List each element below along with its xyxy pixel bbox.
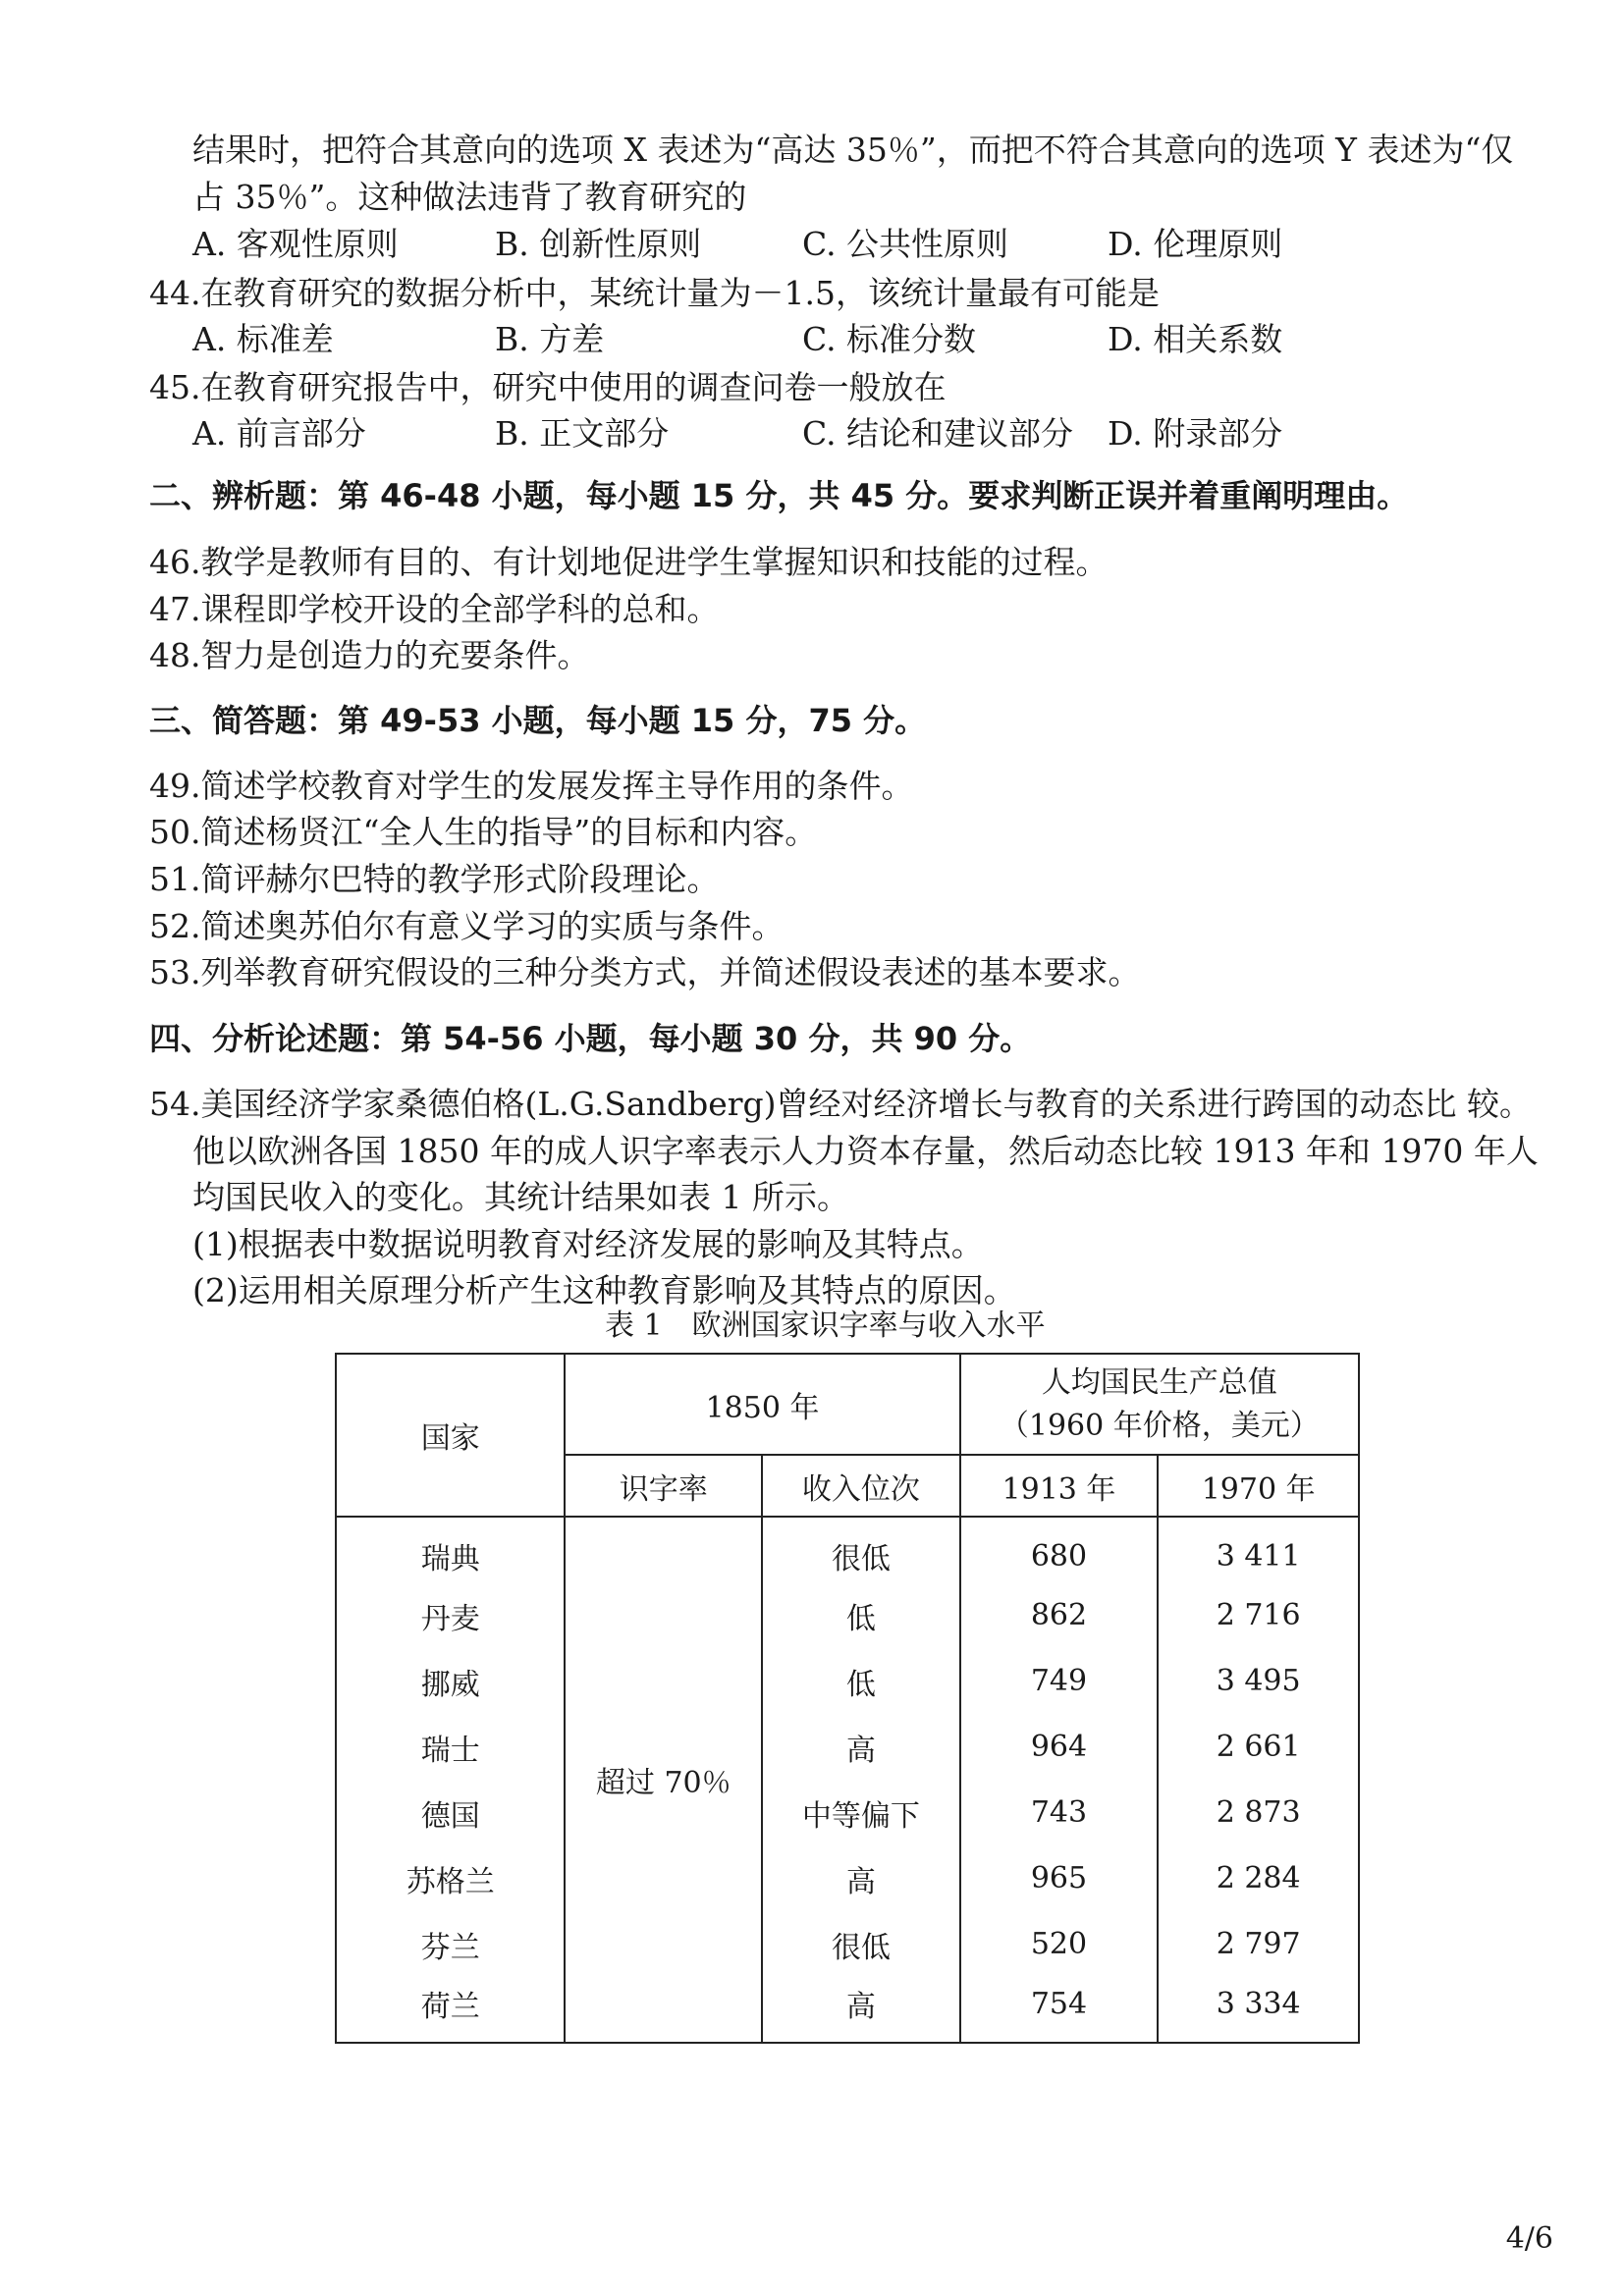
cell-country: 苏格兰 [336, 1845, 565, 1911]
section3-heading: 三、简答题：第 49-53 小题，每小题 15 分，75 分。 [149, 702, 927, 739]
table-body [336, 1517, 1359, 2043]
q54-line1: 54.美国经济学家桑德伯格(L.G.Sandberg)曾经对经济增长与教育的关系进行跨国的动态比 较。 [149, 1085, 1533, 1123]
table-row [336, 1714, 1359, 1780]
cell-gnp-1913: 749 [960, 1648, 1159, 1714]
q44-option-b: B. 方差 [495, 320, 605, 358]
page-number: 4/6 [1505, 2221, 1553, 2256]
q44-stem: 44.在教育研究的数据分析中，某统计量为－1.5，该统计量最有可能是 [149, 274, 1160, 312]
cell-gnp-1913: 754 [960, 1977, 1159, 2043]
cell-country: 芬兰 [336, 1911, 565, 1977]
q44-option-c: C. 标准分数 [802, 320, 977, 358]
q52: 52.简述奥苏伯尔有意义学习的实质与条件。 [149, 907, 785, 945]
cell-income-rank: 中等偏下 [762, 1780, 960, 1845]
q51: 51.简评赫尔巴特的教学形式阶段理论。 [149, 860, 720, 898]
cell-gnp-1913: 862 [960, 1582, 1159, 1648]
cell-income-rank: 高 [762, 1845, 960, 1911]
cell-gnp-1913: 520 [960, 1911, 1159, 1977]
table-caption: 表 1 欧洲国家识字率与收入水平 [605, 1308, 1046, 1343]
cell-gnp-1913: 680 [960, 1517, 1159, 1582]
q45-option-b: B. 正文部分 [495, 414, 670, 453]
cell-gnp-1970: 3 411 [1158, 1517, 1359, 1582]
q44-option-d: D. 相关系数 [1108, 320, 1283, 358]
cell-gnp-1970: 2 661 [1158, 1714, 1359, 1780]
header-1850: 1850 年 [565, 1354, 959, 1455]
cell-income-rank: 高 [762, 1714, 960, 1780]
table-row [336, 1517, 1359, 1582]
cell-country: 丹麦 [336, 1582, 565, 1648]
header-gnp-line2: （1960 年价格，美元） [999, 1408, 1320, 1443]
q45-option-a: A. 前言部分 [192, 414, 366, 453]
cell-country: 瑞士 [336, 1714, 565, 1780]
header-country: 国家 [336, 1354, 565, 1517]
section2-heading: 二、辨析题：第 46-48 小题，每小题 15 分，共 45 分。要求判断正误并着重阐明理由。 [149, 477, 1409, 514]
header-1913: 1913 年 [960, 1455, 1159, 1517]
cell-income-rank: 很低 [762, 1911, 960, 1977]
table-row [336, 1977, 1359, 2043]
section4-heading: 四、分析论述题：第 54-56 小题，每小题 30 分，共 90 分。 [149, 1020, 1032, 1057]
cell-gnp-1970: 3 495 [1158, 1648, 1359, 1714]
q46: 46.教学是教师有目的、有计划地促进学生掌握知识和技能的过程。 [149, 543, 1109, 581]
header-literacy: 识字率 [565, 1455, 762, 1517]
q43-option-a: A. 客观性原则 [192, 225, 399, 263]
q45-stem: 45.在教育研究报告中，研究中使用的调查问卷一般放在 [149, 368, 947, 406]
q45-option-d: D. 附录部分 [1108, 414, 1283, 453]
cell-country: 德国 [336, 1780, 565, 1845]
q54-line3: 均国民收入的变化。其统计结果如表 1 所示。 [192, 1178, 849, 1216]
q43-option-c: C. 公共性原则 [802, 225, 1009, 263]
q48: 48.智力是创造力的充要条件。 [149, 636, 590, 674]
cell-gnp-1913: 964 [960, 1714, 1159, 1780]
cell-gnp-1970: 3 334 [1158, 1977, 1359, 2043]
q53: 53.列举教育研究假设的三种分类方式，并简述假设表述的基本要求。 [149, 953, 1141, 991]
table-row [336, 1648, 1359, 1714]
table-row [336, 1911, 1359, 1977]
cell-country: 瑞典 [336, 1517, 565, 1582]
table-row [336, 1582, 1359, 1648]
table-header [336, 1354, 1359, 1517]
cell-gnp-1970: 2 716 [1158, 1582, 1359, 1648]
cell-income-rank: 低 [762, 1648, 960, 1714]
q43-option-b: B. 创新性原则 [495, 225, 702, 263]
cell-gnp-1970: 2 284 [1158, 1845, 1359, 1911]
q54-line2: 他以欧洲各国 1850 年的成人识字率表示人力资本存量，然后动态比较 1913 年和 1970 年人 [192, 1132, 1539, 1170]
header-1970: 1970 年 [1158, 1455, 1359, 1517]
q47: 47.课程即学校开设的全部学科的总和。 [149, 590, 720, 628]
q44-option-a: A. 标准差 [192, 320, 334, 358]
cell-income-rank: 低 [762, 1582, 960, 1648]
q43-stem-line2: 占 35％”。这种做法违背了教育研究的 [192, 178, 747, 216]
cell-income-rank: 很低 [762, 1517, 960, 1582]
q49: 49.简述学校教育对学生的发展发挥主导作用的条件。 [149, 767, 914, 805]
cell-gnp-1913: 965 [960, 1845, 1159, 1911]
literacy-income-table [335, 1353, 1360, 2044]
q54-subq2: (2)运用相关原理分析产生这种教育影响及其特点的原因。 [192, 1271, 1016, 1309]
table-row [336, 1845, 1359, 1911]
table-row [336, 1780, 1359, 1845]
cell-gnp-1970: 2 797 [1158, 1911, 1359, 1977]
q54-subq1: (1)根据表中数据说明教育对经济发展的影响及其特点。 [192, 1225, 984, 1263]
cell-gnp-1970: 2 873 [1158, 1780, 1359, 1845]
header-income-rank: 收入位次 [762, 1455, 960, 1517]
q43-stem-line1: 结果时，把符合其意向的选项 X 表述为“高达 35％”，而把不符合其意向的选项 Y 表述为“仅 [192, 131, 1514, 169]
cell-income-rank: 高 [762, 1977, 960, 2043]
cell-literacy-merged: 超过 70％ [565, 1517, 762, 2043]
cell-country: 挪威 [336, 1648, 565, 1714]
q50: 50.简述杨贤江“全人生的指导”的目标和内容。 [149, 813, 818, 851]
q43-option-d: D. 伦理原则 [1108, 225, 1283, 263]
header-gnp-line1: 人均国民生产总值 [1041, 1364, 1277, 1400]
cell-country: 荷兰 [336, 1977, 565, 2043]
q45-option-c: C. 结论和建议部分 [802, 414, 1074, 453]
cell-gnp-1913: 743 [960, 1780, 1159, 1845]
header-gnp [960, 1354, 1359, 1455]
